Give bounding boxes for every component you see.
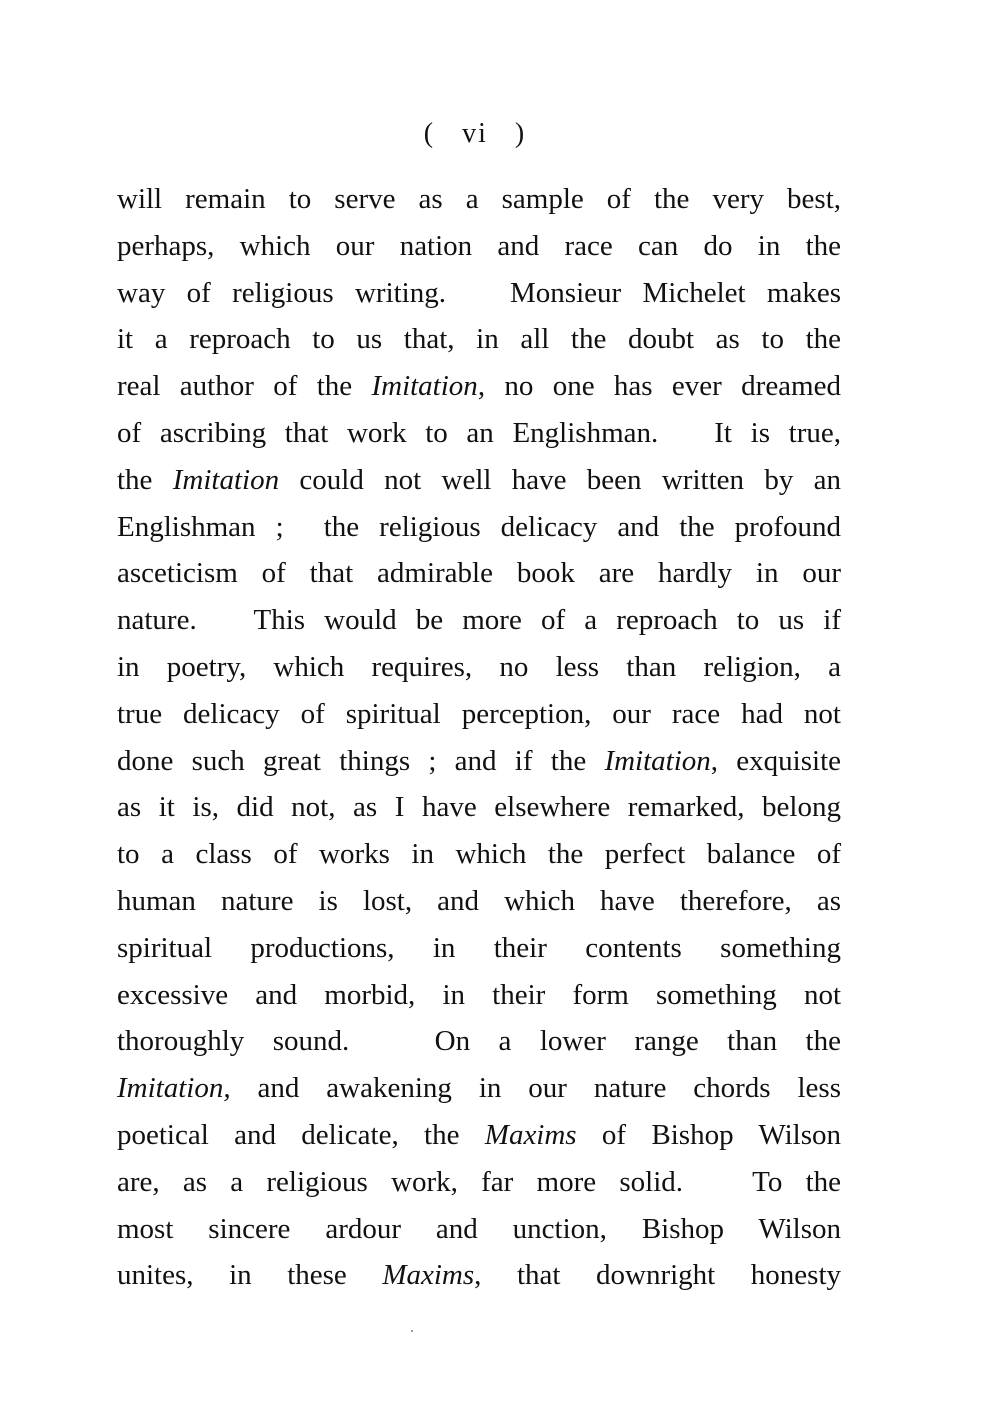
text-line — [117, 1159, 841, 1206]
text-segment: done such great things ; and if the — [117, 744, 605, 777]
text-line — [117, 925, 841, 972]
text-segment: most sincere ardour and unction, Bishop Wilson — [117, 1212, 841, 1245]
text-segment: human nature is lost, and which have therefore, as — [117, 884, 841, 917]
text-segment: of ascribing that work to an Englishman. It is true, — [117, 416, 841, 449]
text-segment: excessive and morbid, in their form something not — [117, 978, 841, 1011]
text-segment: are, as a religious work, far more solid. To the — [117, 1165, 841, 1198]
text-line — [117, 738, 841, 785]
text-segment: nature. This would be more of a reproach to us if — [117, 604, 841, 637]
text-segment: , exquisite — [710, 744, 841, 777]
text-line — [117, 316, 841, 363]
text-line — [117, 784, 841, 831]
text-line — [117, 270, 841, 317]
text-line — [117, 1252, 841, 1299]
text-line — [117, 550, 841, 597]
text-segment: thoroughly sound. On a lower range than the — [117, 1025, 841, 1058]
text-line — [117, 1206, 841, 1253]
text-line — [117, 644, 841, 691]
text-segment: in poetry, which requires, no less than religion, a — [117, 650, 841, 683]
text-line — [117, 597, 841, 644]
text-segment: unites, in these — [117, 1259, 383, 1292]
text-segment: true delicacy of spiritual perception, our race had not — [117, 697, 841, 730]
text-segment: poetical and delicate, the — [117, 1118, 485, 1151]
text-line — [117, 457, 841, 504]
text-segment: Englishman ; the religious delicacy and the profound — [117, 510, 841, 543]
page-number: ( vi ) — [423, 118, 527, 149]
text-segment: asceticism of that admirable book are hardly in our — [117, 557, 841, 590]
text-line — [117, 1065, 841, 1112]
text-segment: real author of the — [117, 370, 372, 403]
text-line — [117, 831, 841, 878]
text-line — [117, 223, 841, 270]
text-segment: of Bishop Wilson — [576, 1118, 841, 1151]
italic-title: Maxims — [382, 1259, 475, 1292]
text-line — [117, 504, 841, 551]
text-segment: , that downright honesty — [474, 1259, 842, 1292]
text-segment: will remain to serve as a sample of the very best, — [117, 183, 841, 215]
text-line — [117, 410, 841, 457]
text-segment: perhaps, which our nation and race can do in the — [117, 229, 841, 262]
italic-title: Imitation — [604, 744, 711, 777]
text-segment: could not well have been written by an — [279, 463, 841, 496]
italic-title: Imitation, — [117, 1072, 231, 1105]
text-segment: to a class of works in which the perfect balance of — [117, 838, 841, 871]
text-segment: as it is, did not, as I have elsewhere remarked, belong — [117, 791, 841, 824]
text-line — [117, 1018, 841, 1065]
text-line — [117, 878, 841, 925]
text-segment: way of religious writing. Monsieur Michelet makes — [117, 276, 841, 309]
text-line — [117, 363, 841, 410]
italic-title: Imitation — [371, 370, 478, 403]
text-line — [117, 972, 841, 1019]
italic-title: Imitation — [172, 463, 280, 496]
text-line — [117, 176, 841, 223]
paper-speck — [411, 1330, 413, 1332]
text-segment: and awakening in our nature chords less — [230, 1072, 841, 1105]
text-segment: it a reproach to us that, in all the doubt as to the — [117, 323, 841, 356]
text-segment: , no one has ever dreamed — [477, 370, 841, 403]
text-segment: spiritual productions, in their contents something — [117, 931, 841, 964]
text-segment: the — [117, 463, 173, 496]
body-text — [117, 176, 841, 1299]
text-line — [117, 691, 841, 738]
italic-title: Maxims — [484, 1118, 577, 1151]
text-line — [117, 1112, 841, 1159]
